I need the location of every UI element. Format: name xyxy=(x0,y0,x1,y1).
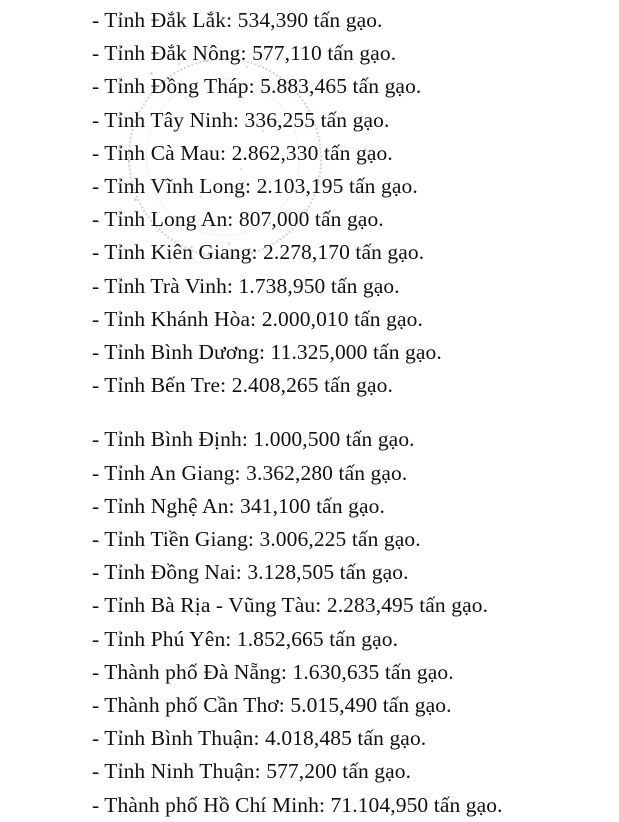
list-bullet-dash: - xyxy=(92,107,100,132)
rice-tonnage-value: 341,100 tấn gạo. xyxy=(240,493,385,518)
rice-tonnage-value: 3.362,280 tấn gạo. xyxy=(246,460,408,485)
province-name: Tỉnh Vĩnh Long: xyxy=(104,174,252,199)
rice-tonnage-value: 5.883,465 tấn gạo. xyxy=(260,74,422,99)
list-item xyxy=(92,689,619,722)
list-item xyxy=(92,104,619,137)
list-item xyxy=(92,0,619,37)
list-item xyxy=(92,755,619,788)
province-name: Tỉnh Bình Thuận: xyxy=(104,726,260,751)
list-item xyxy=(92,137,619,170)
rice-tonnage-value: 534,390 tấn gạo. xyxy=(237,8,383,32)
rice-tonnage-value: 3.128,505 tấn gạo. xyxy=(247,560,409,585)
list-bullet-dash: - xyxy=(92,273,100,298)
province-name: Tỉnh Phú Yên: xyxy=(104,626,232,651)
province-name: Tỉnh An Giang: xyxy=(104,460,241,485)
province-name: Tỉnh Kiên Giang: xyxy=(104,240,258,265)
list-bullet-dash: - xyxy=(92,493,100,518)
rice-tonnage-value: 2.862,330 tấn gạo. xyxy=(231,140,393,165)
list-bullet-dash: - xyxy=(92,174,100,199)
list-item xyxy=(92,236,619,269)
list-item xyxy=(92,490,619,523)
list-bullet-dash: - xyxy=(92,726,100,751)
paragraph-gap xyxy=(92,402,619,423)
list-bullet-dash: - xyxy=(92,41,100,66)
list-bullet-dash: - xyxy=(92,74,100,99)
rice-tonnage-value: 2.103,195 tấn gạo. xyxy=(256,174,418,199)
province-name: Tỉnh Tây Ninh: xyxy=(104,107,240,132)
province-name: Tỉnh Long An: xyxy=(104,207,234,232)
list-item xyxy=(92,70,619,103)
rice-tonnage-value: 3.006,225 tấn gạo. xyxy=(259,527,421,552)
rice-tonnage-value: 807,000 tấn gạo. xyxy=(238,207,384,232)
province-name: Tỉnh Đắk Nông: xyxy=(104,41,247,66)
list-bullet-dash: - xyxy=(92,759,100,784)
list-bullet-dash: - xyxy=(92,427,100,452)
rice-tonnage-value: 2.283,495 tấn gạo. xyxy=(326,593,489,618)
list-bullet-dash: - xyxy=(92,593,100,618)
list-bullet-dash: - xyxy=(92,306,100,331)
rice-tonnage-value: 2.278,170 tấn gạo. xyxy=(263,240,425,265)
list-bullet-dash: - xyxy=(92,792,100,817)
list-item xyxy=(92,656,619,689)
list-item xyxy=(92,336,619,369)
rice-tonnage-value: 1.738,950 tấn gạo. xyxy=(238,273,400,298)
rice-tonnage-value: 1.000,500 tấn gạo. xyxy=(253,427,415,452)
province-name: Tỉnh Bến Tre: xyxy=(104,373,227,398)
list-bullet-dash: - xyxy=(92,140,100,165)
rice-tonnage-value: 577,200 tấn gạo. xyxy=(266,759,412,784)
list-bullet-dash: - xyxy=(92,460,100,485)
province-name: Tỉnh Bình Định: xyxy=(104,427,248,452)
entry-block-2 xyxy=(92,423,619,821)
list-item xyxy=(92,457,619,490)
province-name: Tỉnh Tiền Giang: xyxy=(104,527,254,552)
rice-tonnage-value: 336,255 tấn gạo. xyxy=(244,107,390,132)
list-item xyxy=(92,203,619,236)
list-bullet-dash: - xyxy=(92,240,100,265)
rice-tonnage-value: 2.000,010 tấn gạo. xyxy=(261,306,423,331)
province-name: Tỉnh Nghệ An: xyxy=(104,493,235,518)
rice-tonnage-value: 11.325,000 tấn gạo. xyxy=(270,340,442,365)
list-item xyxy=(92,303,619,336)
list-item xyxy=(92,37,619,70)
province-name: Tỉnh Cà Mau: xyxy=(104,140,227,165)
rice-tonnage-value: 1.852,665 tấn gạo. xyxy=(236,626,399,651)
list-bullet-dash: - xyxy=(92,207,100,232)
rice-tonnage-value: 2.408,265 tấn gạo. xyxy=(231,373,393,398)
list-item xyxy=(92,170,619,203)
province-name: Thành phố Cần Thơ: xyxy=(104,693,285,718)
list-item xyxy=(92,369,619,402)
list-item xyxy=(92,556,619,589)
province-name: Tỉnh Đồng Tháp: xyxy=(104,74,255,99)
rice-tonnage-value: 71.104,950 tấn gạo. xyxy=(330,792,503,817)
province-name: Thành phố Hồ Chí Minh: xyxy=(104,792,326,817)
list-item xyxy=(92,589,619,622)
list-item xyxy=(92,270,619,303)
province-name: Tỉnh Trà Vinh: xyxy=(104,273,234,298)
entry-block-1 xyxy=(92,0,619,402)
province-name: Tỉnh Khánh Hòa: xyxy=(104,306,257,331)
list-item xyxy=(92,623,619,656)
province-name: Tỉnh Đắk Lắk: xyxy=(104,8,233,32)
list-item xyxy=(92,789,619,822)
list-item xyxy=(92,423,619,456)
list-bullet-dash: - xyxy=(92,373,100,398)
list-item xyxy=(92,722,619,755)
list-bullet-dash: - xyxy=(92,340,100,365)
list-bullet-dash: - xyxy=(92,560,100,585)
province-name: Tỉnh Đồng Nai: xyxy=(104,560,242,585)
list-bullet-dash: - xyxy=(92,626,100,651)
list-bullet-dash: - xyxy=(92,659,100,684)
province-name: Tỉnh Ninh Thuận: xyxy=(104,759,261,784)
rice-tonnage-value: 577,110 tấn gạo. xyxy=(252,41,397,66)
rice-tonnage-value: 5.015,490 tấn gạo. xyxy=(290,693,452,718)
list-item xyxy=(92,523,619,556)
province-name: Tỉnh Bình Dương: xyxy=(104,340,266,365)
province-name: Thành phố Đà Nẵng: xyxy=(104,659,287,684)
province-name: Tỉnh Bà Rịa - Vũng Tàu: xyxy=(104,593,322,618)
list-bullet-dash: - xyxy=(92,8,100,32)
list-bullet-dash: - xyxy=(92,693,100,718)
list-bullet-dash: - xyxy=(92,527,100,552)
rice-tonnage-value: 1.630,635 tấn gạo. xyxy=(292,659,454,684)
rice-tonnage-value: 4.018,485 tấn gạo. xyxy=(265,726,427,751)
